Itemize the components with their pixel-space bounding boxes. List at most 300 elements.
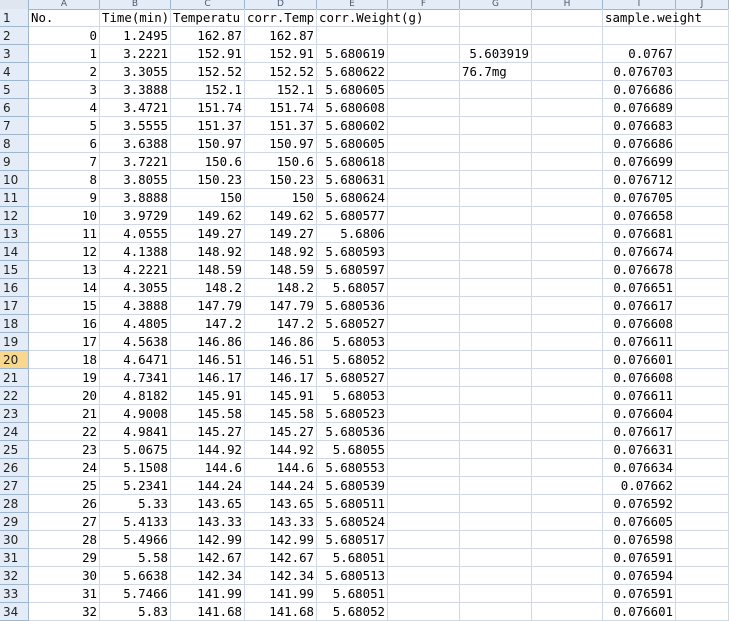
cell-a4[interactable]: 2 xyxy=(29,63,100,81)
cell-c24[interactable]: 145.27 xyxy=(171,423,245,441)
cell-b8[interactable]: 3.6388 xyxy=(100,135,171,153)
cell-h5[interactable] xyxy=(532,81,603,99)
cell-i4[interactable]: 0.076703 xyxy=(603,63,676,81)
cell-j31[interactable] xyxy=(676,549,729,567)
cell-j20[interactable] xyxy=(676,351,729,369)
cell-b24[interactable]: 4.9841 xyxy=(100,423,171,441)
cell-g3[interactable]: 5.603919 xyxy=(460,45,532,63)
cell-c23[interactable]: 145.58 xyxy=(171,405,245,423)
cell-h32[interactable] xyxy=(532,567,603,585)
cell-d9[interactable]: 150.6 xyxy=(245,153,317,171)
cell-e3[interactable]: 5.680619 xyxy=(317,45,388,63)
cell-b18[interactable]: 4.4805 xyxy=(100,315,171,333)
cell-e14[interactable]: 5.680593 xyxy=(317,243,388,261)
cell-h7[interactable] xyxy=(532,117,603,135)
cell-f5[interactable] xyxy=(388,81,460,99)
cell-c6[interactable]: 151.74 xyxy=(171,99,245,117)
cell-d19[interactable]: 146.86 xyxy=(245,333,317,351)
row-header[interactable]: 4 xyxy=(0,63,29,81)
cell-g8[interactable] xyxy=(460,135,532,153)
cell-d24[interactable]: 145.27 xyxy=(245,423,317,441)
cell-d27[interactable]: 144.24 xyxy=(245,477,317,495)
cell-j28[interactable] xyxy=(676,495,729,513)
cell-b31[interactable]: 5.58 xyxy=(100,549,171,567)
cell-g2[interactable] xyxy=(460,27,532,45)
cell-g32[interactable] xyxy=(460,567,532,585)
cell-j19[interactable] xyxy=(676,333,729,351)
cell-j26[interactable] xyxy=(676,459,729,477)
cell-j10[interactable] xyxy=(676,171,729,189)
cell-a2[interactable]: 0 xyxy=(29,27,100,45)
cell-d17[interactable]: 147.79 xyxy=(245,297,317,315)
column-header-d[interactable]: D xyxy=(245,0,317,9)
cell-h24[interactable] xyxy=(532,423,603,441)
cell-g9[interactable] xyxy=(460,153,532,171)
cell-h14[interactable] xyxy=(532,243,603,261)
cell-e22[interactable]: 5.68053 xyxy=(317,387,388,405)
cell-a21[interactable]: 19 xyxy=(29,369,100,387)
cell-i6[interactable]: 0.076689 xyxy=(603,99,676,117)
cell-b20[interactable]: 4.6471 xyxy=(100,351,171,369)
cell-j27[interactable] xyxy=(676,477,729,495)
cell-c4[interactable]: 152.52 xyxy=(171,63,245,81)
cell-c2[interactable]: 162.87 xyxy=(171,27,245,45)
cell-g34[interactable] xyxy=(460,603,532,621)
cell-i13[interactable]: 0.076681 xyxy=(603,225,676,243)
row-header[interactable]: 7 xyxy=(0,117,29,135)
cell-d5[interactable]: 152.1 xyxy=(245,81,317,99)
cell-j9[interactable] xyxy=(676,153,729,171)
cell-d3[interactable]: 152.91 xyxy=(245,45,317,63)
cell-e23[interactable]: 5.680523 xyxy=(317,405,388,423)
row-header[interactable]: 17 xyxy=(0,297,29,315)
cell-h9[interactable] xyxy=(532,153,603,171)
cell-j3[interactable] xyxy=(676,45,729,63)
row-header[interactable]: 27 xyxy=(0,477,29,495)
cell-d33[interactable]: 141.99 xyxy=(245,585,317,603)
cell-h11[interactable] xyxy=(532,189,603,207)
cell-i30[interactable]: 0.076598 xyxy=(603,531,676,549)
cell-a10[interactable]: 8 xyxy=(29,171,100,189)
cell-i3[interactable]: 0.0767 xyxy=(603,45,676,63)
cell-f22[interactable] xyxy=(388,387,460,405)
cell-a14[interactable]: 12 xyxy=(29,243,100,261)
cell-i29[interactable]: 0.076605 xyxy=(603,513,676,531)
cell-e16[interactable]: 5.68057 xyxy=(317,279,388,297)
row-header[interactable]: 18 xyxy=(0,315,29,333)
cell-g23[interactable] xyxy=(460,405,532,423)
cell-e13[interactable]: 5.6806 xyxy=(317,225,388,243)
cell-i8[interactable]: 0.076686 xyxy=(603,135,676,153)
cell-e20[interactable]: 5.68052 xyxy=(317,351,388,369)
cell-a5[interactable]: 3 xyxy=(29,81,100,99)
cell-c22[interactable]: 145.91 xyxy=(171,387,245,405)
cell-d8[interactable]: 150.97 xyxy=(245,135,317,153)
cell-f25[interactable] xyxy=(388,441,460,459)
cell-c3[interactable]: 152.91 xyxy=(171,45,245,63)
row-header[interactable]: 26 xyxy=(0,459,29,477)
cell-h8[interactable] xyxy=(532,135,603,153)
cell-j8[interactable] xyxy=(676,135,729,153)
row-header[interactable]: 2 xyxy=(0,27,29,45)
cell-e5[interactable]: 5.680605 xyxy=(317,81,388,99)
cell-j7[interactable] xyxy=(676,117,729,135)
cell-j12[interactable] xyxy=(676,207,729,225)
cell-b29[interactable]: 5.4133 xyxy=(100,513,171,531)
cell-a9[interactable]: 7 xyxy=(29,153,100,171)
row-header[interactable]: 24 xyxy=(0,423,29,441)
cell-e29[interactable]: 5.680524 xyxy=(317,513,388,531)
cell-g15[interactable] xyxy=(460,261,532,279)
cell-i2[interactable] xyxy=(603,27,676,45)
cell-e7[interactable]: 5.680602 xyxy=(317,117,388,135)
cell-c18[interactable]: 147.2 xyxy=(171,315,245,333)
row-header[interactable]: 21 xyxy=(0,369,29,387)
cell-f24[interactable] xyxy=(388,423,460,441)
cell-a18[interactable]: 16 xyxy=(29,315,100,333)
cell-b26[interactable]: 5.1508 xyxy=(100,459,171,477)
cell-j25[interactable] xyxy=(676,441,729,459)
cell-f3[interactable] xyxy=(388,45,460,63)
cell-d16[interactable]: 148.2 xyxy=(245,279,317,297)
cell-j34[interactable] xyxy=(676,603,729,621)
cell-f12[interactable] xyxy=(388,207,460,225)
cell-i23[interactable]: 0.076604 xyxy=(603,405,676,423)
cell-f8[interactable] xyxy=(388,135,460,153)
cell-i11[interactable]: 0.076705 xyxy=(603,189,676,207)
cell-i33[interactable]: 0.076591 xyxy=(603,585,676,603)
cell-b13[interactable]: 4.0555 xyxy=(100,225,171,243)
cell-i26[interactable]: 0.076634 xyxy=(603,459,676,477)
cell-f21[interactable] xyxy=(388,369,460,387)
cell-i34[interactable]: 0.076601 xyxy=(603,603,676,621)
cell-a30[interactable]: 28 xyxy=(29,531,100,549)
cell-f27[interactable] xyxy=(388,477,460,495)
cell-h6[interactable] xyxy=(532,99,603,117)
cell-g26[interactable] xyxy=(460,459,532,477)
cell-b4[interactable]: 3.3055 xyxy=(100,63,171,81)
row-header[interactable]: 33 xyxy=(0,585,29,603)
cell-c13[interactable]: 149.27 xyxy=(171,225,245,243)
cell-a13[interactable]: 11 xyxy=(29,225,100,243)
cell-e9[interactable]: 5.680618 xyxy=(317,153,388,171)
cell-d31[interactable]: 142.67 xyxy=(245,549,317,567)
cell-i1[interactable]: sample.weight xyxy=(605,10,702,25)
cell-e6[interactable]: 5.680608 xyxy=(317,99,388,117)
cell-f29[interactable] xyxy=(388,513,460,531)
cell-e18[interactable]: 5.680527 xyxy=(317,315,388,333)
cell-c20[interactable]: 146.51 xyxy=(171,351,245,369)
cell-b16[interactable]: 4.3055 xyxy=(100,279,171,297)
cell-j17[interactable] xyxy=(676,297,729,315)
cell-d2[interactable]: 162.87 xyxy=(245,27,317,45)
cell-f33[interactable] xyxy=(388,585,460,603)
column-header-f[interactable]: F xyxy=(388,0,460,9)
cell-c25[interactable]: 144.92 xyxy=(171,441,245,459)
cell-c30[interactable]: 142.99 xyxy=(171,531,245,549)
cell-h15[interactable] xyxy=(532,261,603,279)
row-header[interactable]: 12 xyxy=(0,207,29,225)
cell-j16[interactable] xyxy=(676,279,729,297)
cell-j11[interactable] xyxy=(676,189,729,207)
cell-h29[interactable] xyxy=(532,513,603,531)
column-header-b[interactable]: B xyxy=(100,0,171,9)
cell-d13[interactable]: 149.27 xyxy=(245,225,317,243)
cell-h28[interactable] xyxy=(532,495,603,513)
cell-a23[interactable]: 21 xyxy=(29,405,100,423)
cell-g12[interactable] xyxy=(460,207,532,225)
cell-i21[interactable]: 0.076608 xyxy=(603,369,676,387)
cell-f34[interactable] xyxy=(388,603,460,621)
cell-c17[interactable]: 147.79 xyxy=(171,297,245,315)
cell-a15[interactable]: 13 xyxy=(29,261,100,279)
cell-f17[interactable] xyxy=(388,297,460,315)
cell-i27[interactable]: 0.07662 xyxy=(603,477,676,495)
cell-d25[interactable]: 144.92 xyxy=(245,441,317,459)
cell-c21[interactable]: 146.17 xyxy=(171,369,245,387)
cell-a34[interactable]: 32 xyxy=(29,603,100,621)
cell-j14[interactable] xyxy=(676,243,729,261)
cell-b14[interactable]: 4.1388 xyxy=(100,243,171,261)
cell-a16[interactable]: 14 xyxy=(29,279,100,297)
cell-e34[interactable]: 5.68052 xyxy=(317,603,388,621)
cell-c1[interactable]: Temperatu xyxy=(171,9,245,27)
cell-h10[interactable] xyxy=(532,171,603,189)
cell-i9[interactable]: 0.076699 xyxy=(603,153,676,171)
cell-h18[interactable] xyxy=(532,315,603,333)
cell-h20[interactable] xyxy=(532,351,603,369)
cell-c14[interactable]: 148.92 xyxy=(171,243,245,261)
row-header[interactable]: 25 xyxy=(0,441,29,459)
cell-h16[interactable] xyxy=(532,279,603,297)
cell-b22[interactable]: 4.8182 xyxy=(100,387,171,405)
cell-b15[interactable]: 4.2221 xyxy=(100,261,171,279)
cell-j21[interactable] xyxy=(676,369,729,387)
cell-d12[interactable]: 149.62 xyxy=(245,207,317,225)
cell-f20[interactable] xyxy=(388,351,460,369)
cell-c15[interactable]: 148.59 xyxy=(171,261,245,279)
cell-c33[interactable]: 141.99 xyxy=(171,585,245,603)
cell-c26[interactable]: 144.6 xyxy=(171,459,245,477)
cell-a1[interactable]: No. xyxy=(29,9,100,27)
column-header-i[interactable]: I xyxy=(603,0,676,9)
cell-f11[interactable] xyxy=(388,189,460,207)
cell-h33[interactable] xyxy=(532,585,603,603)
cell-g11[interactable] xyxy=(460,189,532,207)
cell-f19[interactable] xyxy=(388,333,460,351)
cell-a29[interactable]: 27 xyxy=(29,513,100,531)
cell-g17[interactable] xyxy=(460,297,532,315)
cell-f10[interactable] xyxy=(388,171,460,189)
cell-b12[interactable]: 3.9729 xyxy=(100,207,171,225)
cell-g19[interactable] xyxy=(460,333,532,351)
row-header[interactable]: 31 xyxy=(0,549,29,567)
cell-a6[interactable]: 4 xyxy=(29,99,100,117)
cell-g5[interactable] xyxy=(460,81,532,99)
cell-g25[interactable] xyxy=(460,441,532,459)
cell-b28[interactable]: 5.33 xyxy=(100,495,171,513)
cell-e11[interactable]: 5.680624 xyxy=(317,189,388,207)
cell-i25[interactable]: 0.076631 xyxy=(603,441,676,459)
cell-j15[interactable] xyxy=(676,261,729,279)
cell-f30[interactable] xyxy=(388,531,460,549)
cell-j30[interactable] xyxy=(676,531,729,549)
select-all-corner[interactable] xyxy=(0,0,29,9)
row-header[interactable]: 32 xyxy=(0,567,29,585)
row-header[interactable]: 3 xyxy=(0,45,29,63)
cell-e17[interactable]: 5.680536 xyxy=(317,297,388,315)
cell-j18[interactable] xyxy=(676,315,729,333)
cell-a12[interactable]: 10 xyxy=(29,207,100,225)
cell-g13[interactable] xyxy=(460,225,532,243)
cell-g24[interactable] xyxy=(460,423,532,441)
cell-h19[interactable] xyxy=(532,333,603,351)
row-header[interactable]: 5 xyxy=(0,81,29,99)
cell-i5[interactable]: 0.076686 xyxy=(603,81,676,99)
cell-f26[interactable] xyxy=(388,459,460,477)
cell-b19[interactable]: 4.5638 xyxy=(100,333,171,351)
cell-b9[interactable]: 3.7221 xyxy=(100,153,171,171)
cell-a17[interactable]: 15 xyxy=(29,297,100,315)
cell-b3[interactable]: 3.2221 xyxy=(100,45,171,63)
cell-i32[interactable]: 0.076594 xyxy=(603,567,676,585)
column-header-e[interactable]: E xyxy=(317,0,388,9)
cell-f9[interactable] xyxy=(388,153,460,171)
cell-c27[interactable]: 144.24 xyxy=(171,477,245,495)
cell-i16[interactable]: 0.076651 xyxy=(603,279,676,297)
cell-i14[interactable]: 0.076674 xyxy=(603,243,676,261)
cell-d23[interactable]: 145.58 xyxy=(245,405,317,423)
cell-f14[interactable] xyxy=(388,243,460,261)
cell-i24[interactable]: 0.076617 xyxy=(603,423,676,441)
cell-b23[interactable]: 4.9008 xyxy=(100,405,171,423)
cell-g10[interactable] xyxy=(460,171,532,189)
cell-j4[interactable] xyxy=(676,63,729,81)
cell-a19[interactable]: 17 xyxy=(29,333,100,351)
cell-e21[interactable]: 5.680527 xyxy=(317,369,388,387)
cell-i31[interactable]: 0.076591 xyxy=(603,549,676,567)
cell-e10[interactable]: 5.680631 xyxy=(317,171,388,189)
cell-b27[interactable]: 5.2341 xyxy=(100,477,171,495)
column-header-a[interactable]: A xyxy=(29,0,100,9)
cell-i10[interactable]: 0.076712 xyxy=(603,171,676,189)
cell-d15[interactable]: 148.59 xyxy=(245,261,317,279)
cell-f28[interactable] xyxy=(388,495,460,513)
row-header[interactable]: 34 xyxy=(0,603,29,621)
cell-d18[interactable]: 147.2 xyxy=(245,315,317,333)
cell-b21[interactable]: 4.7341 xyxy=(100,369,171,387)
cell-a31[interactable]: 29 xyxy=(29,549,100,567)
cell-a27[interactable]: 25 xyxy=(29,477,100,495)
cell-c9[interactable]: 150.6 xyxy=(171,153,245,171)
cell-e26[interactable]: 5.680553 xyxy=(317,459,388,477)
cell-h23[interactable] xyxy=(532,405,603,423)
cell-f15[interactable] xyxy=(388,261,460,279)
cell-d11[interactable]: 150 xyxy=(245,189,317,207)
cell-h21[interactable] xyxy=(532,369,603,387)
cell-h30[interactable] xyxy=(532,531,603,549)
cell-c7[interactable]: 151.37 xyxy=(171,117,245,135)
cell-g18[interactable] xyxy=(460,315,532,333)
cell-d7[interactable]: 151.37 xyxy=(245,117,317,135)
cell-j32[interactable] xyxy=(676,567,729,585)
cell-c28[interactable]: 143.65 xyxy=(171,495,245,513)
cell-e30[interactable]: 5.680517 xyxy=(317,531,388,549)
row-header[interactable]: 22 xyxy=(0,387,29,405)
cell-h13[interactable] xyxy=(532,225,603,243)
row-header[interactable]: 6 xyxy=(0,99,29,117)
cell-a22[interactable]: 20 xyxy=(29,387,100,405)
cell-d1[interactable]: corr.Temp xyxy=(245,9,317,27)
row-header[interactable]: 23 xyxy=(0,405,29,423)
cell-d21[interactable]: 146.17 xyxy=(245,369,317,387)
cell-c34[interactable]: 141.68 xyxy=(171,603,245,621)
cell-i15[interactable]: 0.076678 xyxy=(603,261,676,279)
cell-f4[interactable] xyxy=(388,63,460,81)
cell-h4[interactable] xyxy=(532,63,603,81)
cell-j22[interactable] xyxy=(676,387,729,405)
cell-a32[interactable]: 30 xyxy=(29,567,100,585)
cell-c32[interactable]: 142.34 xyxy=(171,567,245,585)
cell-i28[interactable]: 0.076592 xyxy=(603,495,676,513)
cell-e4[interactable]: 5.680622 xyxy=(317,63,388,81)
cell-h25[interactable] xyxy=(532,441,603,459)
cell-a8[interactable]: 6 xyxy=(29,135,100,153)
row-header[interactable]: 28 xyxy=(0,495,29,513)
cell-g4[interactable]: 76.7mg xyxy=(460,63,532,81)
cell-f7[interactable] xyxy=(388,117,460,135)
cell-e15[interactable]: 5.680597 xyxy=(317,261,388,279)
cell-c31[interactable]: 142.67 xyxy=(171,549,245,567)
cell-f23[interactable] xyxy=(388,405,460,423)
cell-f13[interactable] xyxy=(388,225,460,243)
cell-h17[interactable] xyxy=(532,297,603,315)
cell-b25[interactable]: 5.0675 xyxy=(100,441,171,459)
cell-f18[interactable] xyxy=(388,315,460,333)
cell-g1[interactable] xyxy=(460,9,532,27)
cell-j13[interactable] xyxy=(676,225,729,243)
cell-h12[interactable] xyxy=(532,207,603,225)
row-header[interactable]: 8 xyxy=(0,135,29,153)
cell-c16[interactable]: 148.2 xyxy=(171,279,245,297)
cell-b34[interactable]: 5.83 xyxy=(100,603,171,621)
cell-i22[interactable]: 0.076611 xyxy=(603,387,676,405)
cell-f16[interactable] xyxy=(388,279,460,297)
column-header-c[interactable]: C xyxy=(171,0,245,9)
row-header[interactable]: 10 xyxy=(0,171,29,189)
cell-i12[interactable]: 0.076658 xyxy=(603,207,676,225)
cell-c12[interactable]: 149.62 xyxy=(171,207,245,225)
cell-d26[interactable]: 144.6 xyxy=(245,459,317,477)
cell-h31[interactable] xyxy=(532,549,603,567)
cell-j29[interactable] xyxy=(676,513,729,531)
cell-d6[interactable]: 151.74 xyxy=(245,99,317,117)
cell-g20[interactable] xyxy=(460,351,532,369)
cell-g6[interactable] xyxy=(460,99,532,117)
cell-f31[interactable] xyxy=(388,549,460,567)
cell-b10[interactable]: 3.8055 xyxy=(100,171,171,189)
cell-a33[interactable]: 31 xyxy=(29,585,100,603)
cell-h22[interactable] xyxy=(532,387,603,405)
cell-g30[interactable] xyxy=(460,531,532,549)
row-header[interactable]: 14 xyxy=(0,243,29,261)
cell-a7[interactable]: 5 xyxy=(29,117,100,135)
cell-j33[interactable] xyxy=(676,585,729,603)
cell-d22[interactable]: 145.91 xyxy=(245,387,317,405)
cell-h1[interactable] xyxy=(532,9,603,27)
row-header[interactable]: 30 xyxy=(0,531,29,549)
column-header-h[interactable]: H xyxy=(532,0,603,9)
